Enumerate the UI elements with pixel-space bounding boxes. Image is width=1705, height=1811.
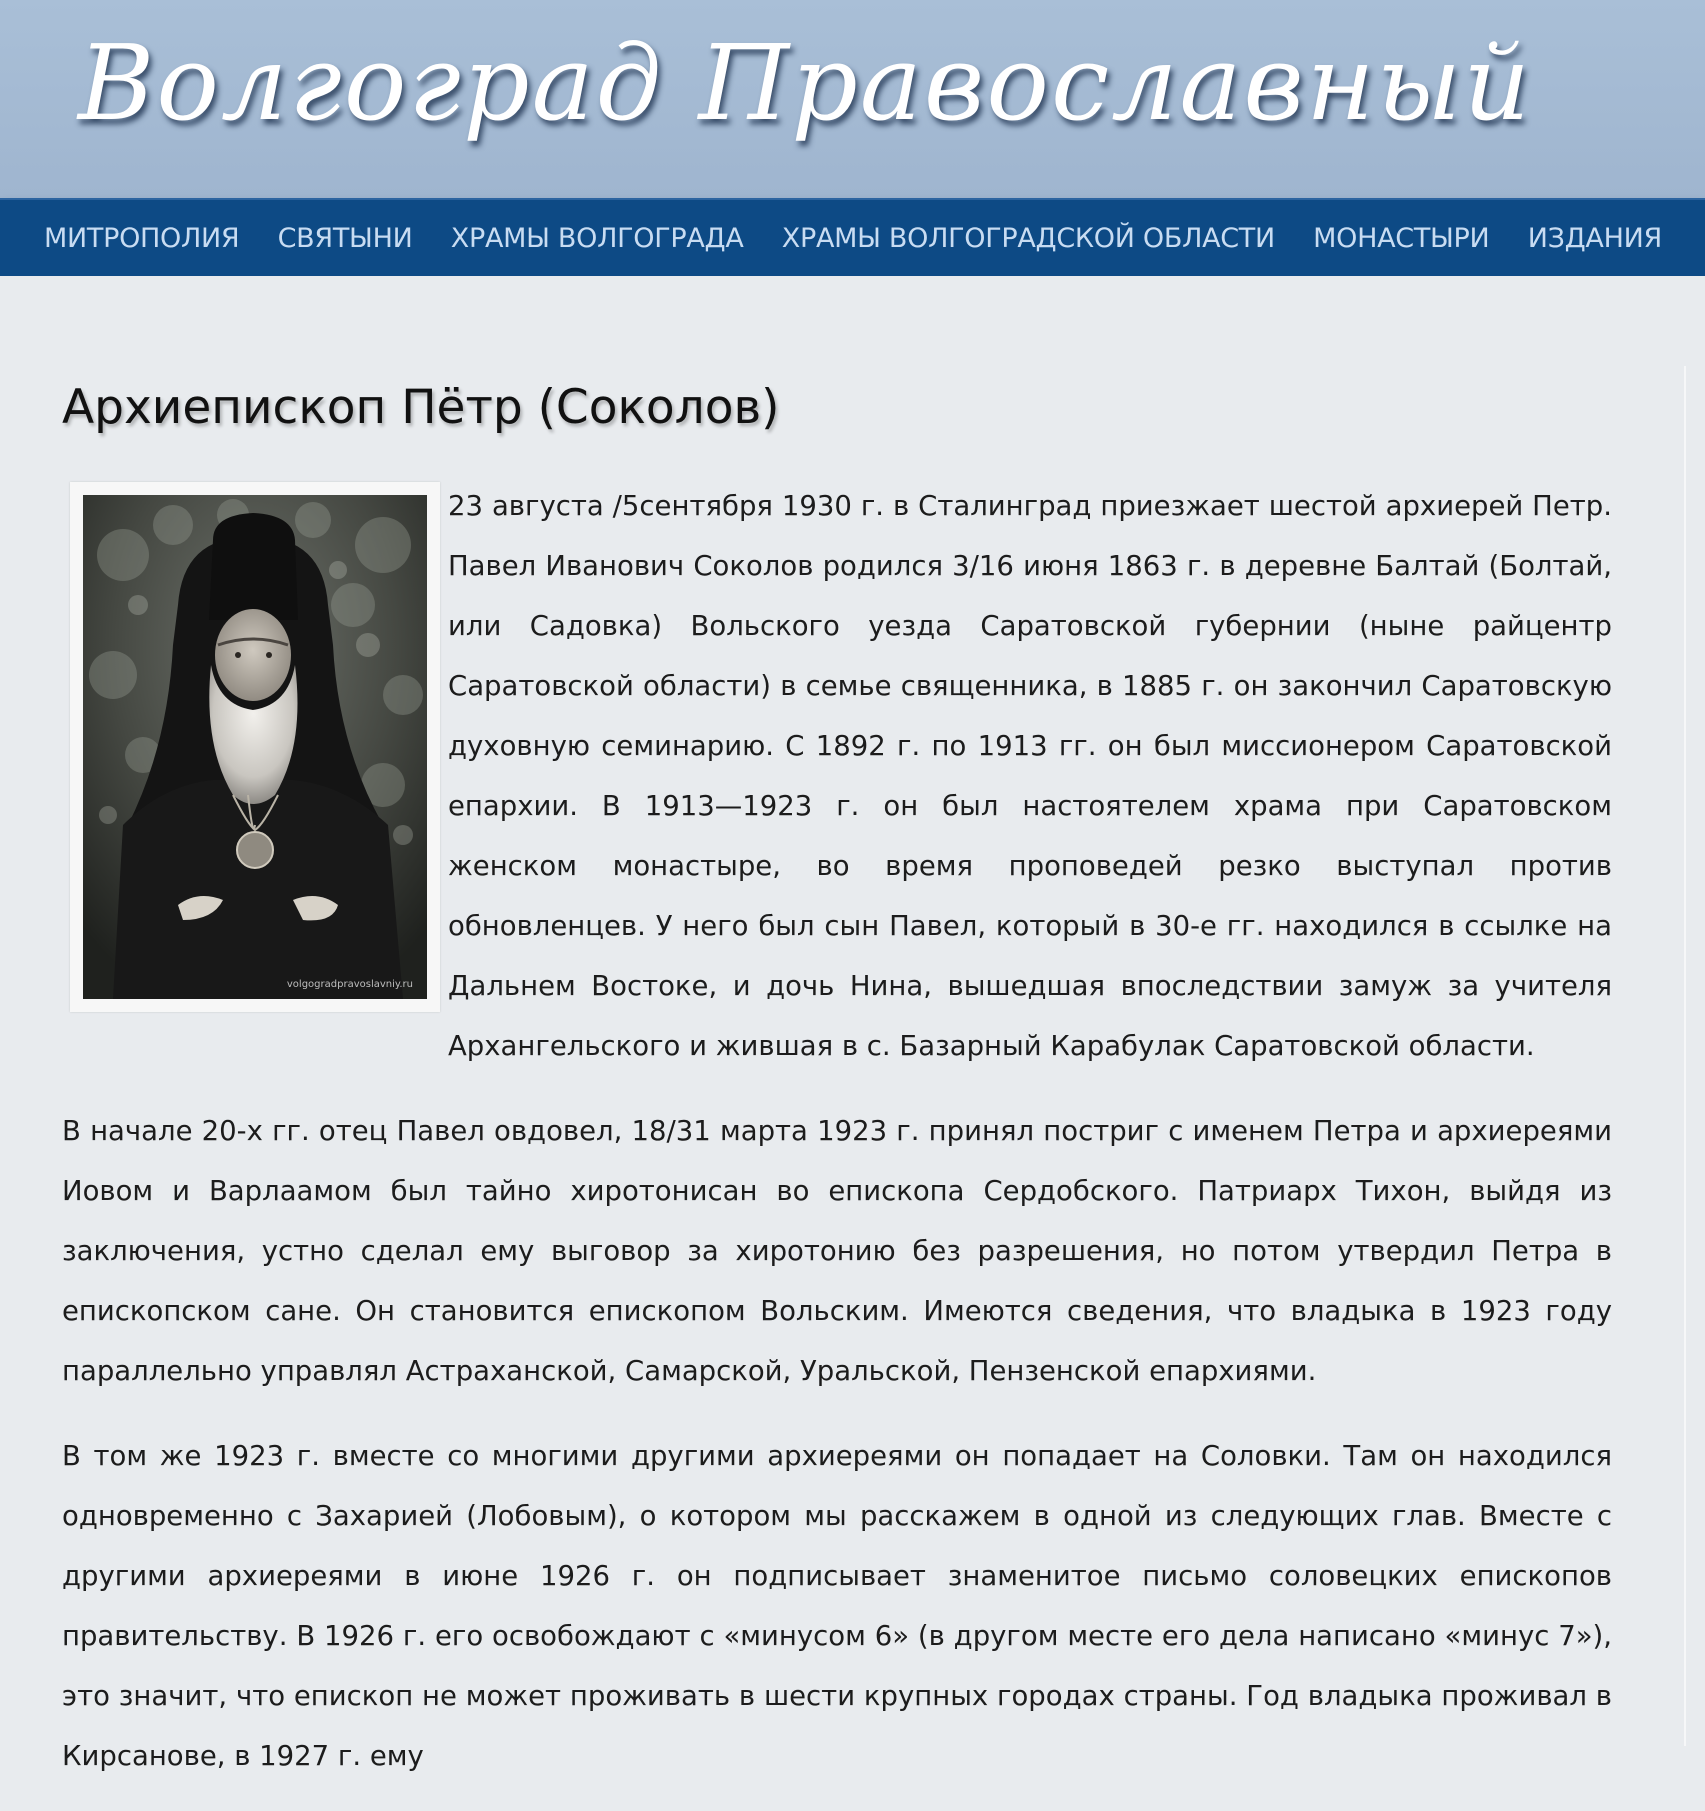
nav-item-izdaniya[interactable]: ИЗДАНИЯ [1527, 222, 1662, 254]
sidebar-divider [1684, 366, 1686, 1746]
article-paragraph-3: В том же 1923 г. вместе со многими другими архиереями он попадает на Соловки. Там он находился одновременно с Захарией (Лобовым), о котором мы расскажем в одной из следующих глав. Вместе с другими архиереями в июне 1926 г. он подписывает знаменитое письмо соловецких епископов правительству. В 1926 г. его освобождают с «минусом 6» (в другом месте его дела написано «минус 7»), это значит, что епископ не может проживать в шести крупных городах страны. Год владыка проживал в Кирсанове, в 1927 г. ему [62, 1440, 1612, 1772]
page-title: Архиепископ Пётр (Соколов) [62, 380, 780, 435]
portrait-photo-frame[interactable] [70, 482, 440, 1012]
article-paragraph-2: В начале 20-х гг. отец Павел овдовел, 18/31 марта 1923 г. принял постриг с именем Петра и архиереями Иовом и Варлаамом был тайно хиротонисан во епископа Сердобского. Патриарх Тихон, выйдя из заключения, устно сделал ему выговор за хиротонию без разрешения, но потом утвердил Петра в епископском сане. Он становится епископом Вольским. Имеются сведения, что владыка в 1923 году параллельно управлял Астраханской, Самарской, Уральской, Пензенской епархиями. [62, 1115, 1612, 1387]
nav-item-khramy-volgograda[interactable]: ХРАМЫ ВОЛГОГРАДА [450, 222, 744, 254]
article-body [62, 476, 1612, 1811]
article-paragraph-1: 23 августа /5сентября 1930 г. в Сталинград приезжает шестой архиерей Петр. Павел Иванович Соколов родился 3/16 июня 1863 г. в деревне Балтай (Болтай, или Садовка) Вольского уезда Саратовской губернии (ныне райцентр Саратовской области) в семье священника, в 1885 г. он закончил Саратовскую духовную семинарию. С 1892 г. по 1913 гг. он был миссионером Саратовской епархии. В 1913—1923 г. он был настоятелем храма при Саратовском женском монастыре, во время проповедей резко выступал против обновленцев. У него был сын Павел, который в 30-е гг. находился в ссылке на Дальнем Востоке, и дочь Нина, вышедшая впоследствии замуж за учителя Архангельского и жившая в с. Базарный Карабулак Саратовской области. [448, 490, 1612, 1062]
content-area [0, 276, 1705, 1772]
nav-item-monastyri[interactable]: МОНАСТЫРИ [1313, 222, 1490, 254]
nav-item-svyatyni[interactable]: СВЯТЫНИ [277, 222, 413, 254]
photo-watermark: volgogradpravoslavniy.ru [286, 979, 413, 990]
main-navigation [0, 198, 1705, 276]
site-header [0, 0, 1705, 198]
portrait-illustration [83, 495, 427, 999]
portrait-photo [83, 495, 427, 999]
nav-item-khramy-oblasti[interactable]: ХРАМЫ ВОЛГОГРАДСКОЙ ОБЛАСТИ [781, 222, 1275, 254]
nav-item-metropolia[interactable]: МИТРОПОЛИЯ [44, 222, 240, 254]
site-logo[interactable]: Волгоград Православный [78, 22, 1533, 144]
